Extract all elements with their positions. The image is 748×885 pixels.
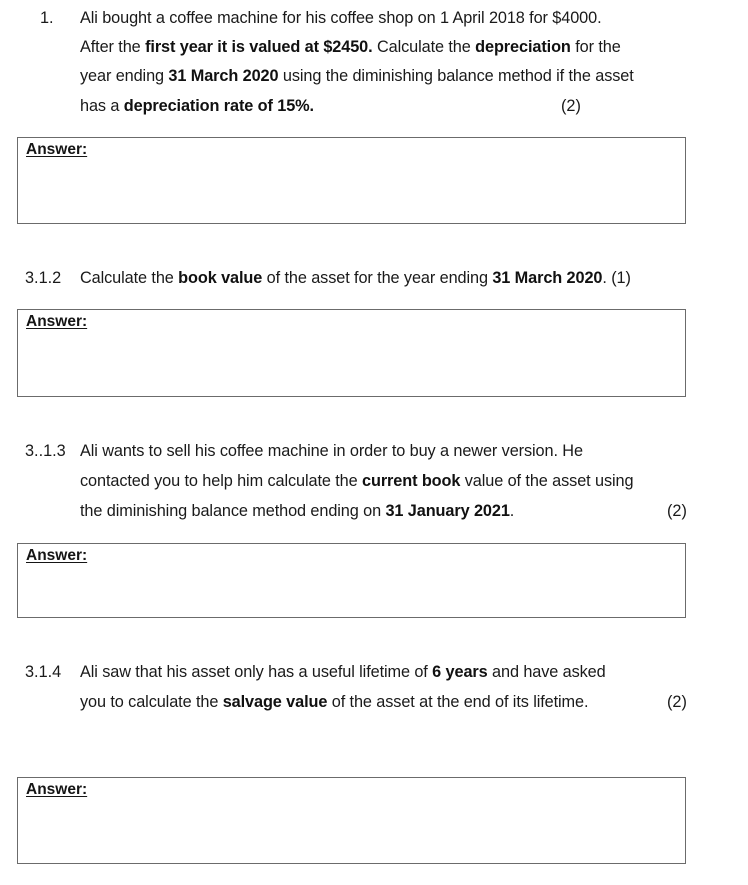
- answer-box-2[interactable]: [17, 309, 686, 397]
- question-line: [80, 8, 602, 28]
- text-run: value of the asset using: [460, 472, 634, 490]
- bold-text: 31 March 2020: [492, 269, 603, 287]
- marks-label: (2): [561, 97, 581, 115]
- question-line: [80, 96, 314, 116]
- text-run: .: [509, 502, 515, 520]
- question-line: [80, 471, 633, 491]
- text-run: the diminishing balance method ending on: [80, 502, 386, 520]
- question-line: [80, 441, 583, 461]
- bold-text: 6 years: [432, 663, 488, 681]
- answer-box-4[interactable]: [17, 777, 686, 864]
- question-line: [80, 37, 621, 57]
- text-run: contacted you to help him calculate the: [80, 472, 363, 490]
- question-line: [80, 66, 634, 86]
- bold-text: depreciation rate of 15%.: [123, 97, 314, 115]
- bold-text: depreciation: [475, 38, 571, 56]
- question-number: 3..1.3: [25, 442, 66, 460]
- text-run: for the: [570, 38, 621, 56]
- text-run: you to calculate the: [80, 693, 223, 711]
- answer-label: Answer:: [26, 141, 88, 158]
- text-run: Calculate the: [80, 269, 179, 287]
- question-line: [80, 501, 514, 521]
- question-line: [80, 692, 588, 712]
- text-run: year ending: [80, 67, 169, 85]
- text-run: of the asset for the year ending: [262, 269, 493, 287]
- question-number: 1.: [40, 9, 54, 27]
- bold-text: current book: [362, 472, 461, 490]
- bold-text: book value: [178, 269, 263, 287]
- text-run: After the: [80, 38, 146, 56]
- text-run: has a: [80, 97, 124, 115]
- text-run: Ali bought a coffee machine for his coffee shop on 1 April 2018 for $4000.: [80, 9, 602, 27]
- answer-box-1[interactable]: [17, 137, 686, 224]
- question-line: [80, 662, 606, 682]
- text-run: Ali saw that his asset only has a useful lifetime of: [80, 663, 433, 681]
- text-run: using the diminishing balance method if the asset: [278, 67, 634, 85]
- answer-label: Answer:: [26, 781, 88, 798]
- answer-box-3[interactable]: [17, 543, 686, 618]
- answer-label: Answer:: [26, 547, 88, 564]
- question-number: 3.1.4: [25, 663, 62, 681]
- marks-label: (2): [667, 502, 687, 520]
- text-run: Calculate the: [372, 38, 476, 56]
- answer-label: Answer:: [26, 313, 88, 330]
- text-run: Ali wants to sell his coffee machine in order to buy a newer version. He: [80, 442, 583, 460]
- bold-text: 31 January 2021: [385, 502, 510, 520]
- question-number: 3.1.2: [25, 269, 62, 287]
- bold-text: first year it is valued at $2450.: [145, 38, 373, 56]
- bold-text: 31 March 2020: [168, 67, 279, 85]
- text-run: of the asset at the end of its lifetime.: [327, 693, 589, 711]
- marks-label: (2): [667, 693, 687, 711]
- text-run: . (1): [602, 269, 631, 287]
- text-run: and have asked: [487, 663, 606, 681]
- question-line: [80, 268, 631, 288]
- bold-text: salvage value: [222, 693, 328, 711]
